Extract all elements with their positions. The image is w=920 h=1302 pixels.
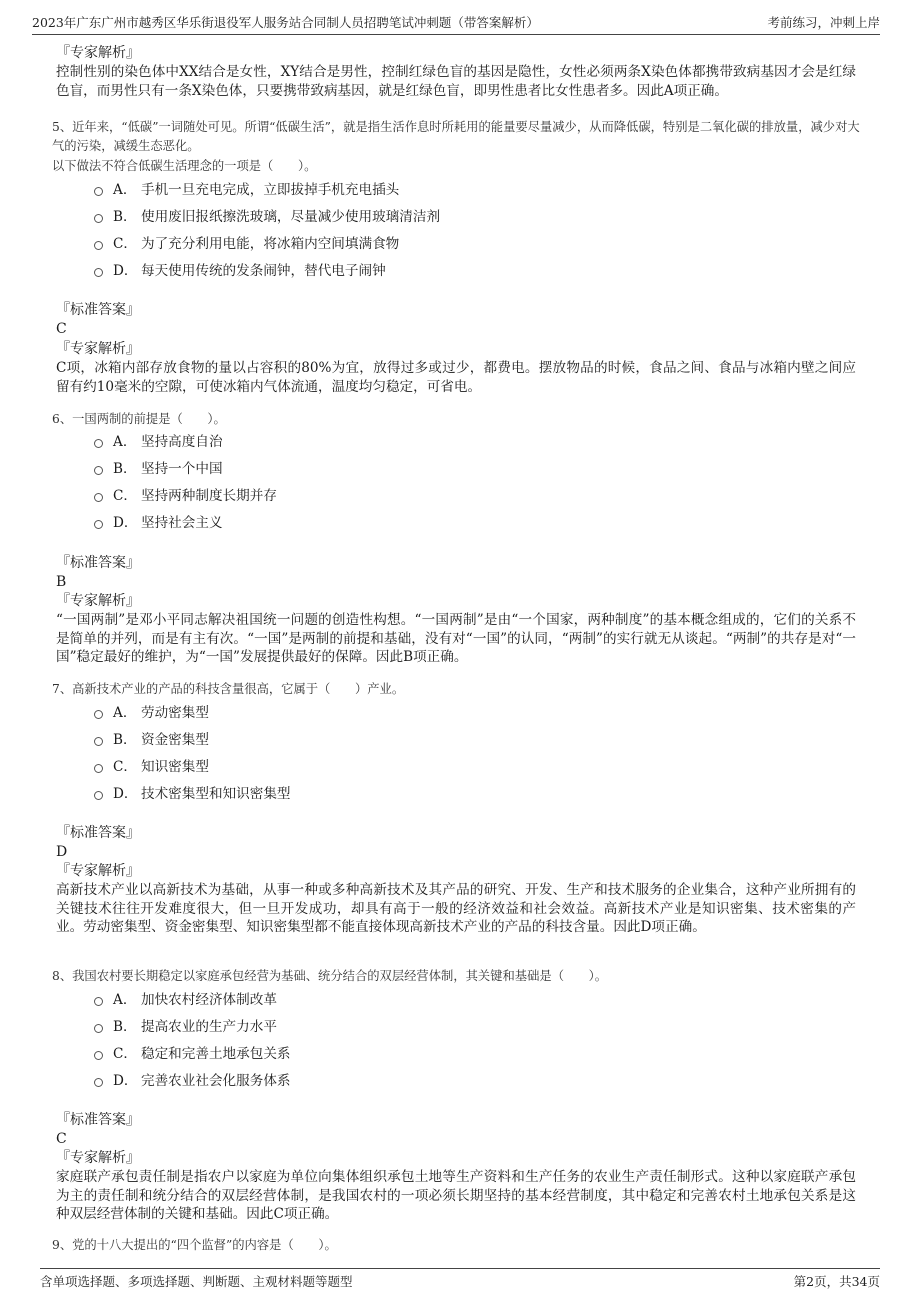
answer-label: 『标准答案』 — [56, 825, 140, 841]
option-b[interactable] — [94, 1014, 277, 1036]
question-stem-line: 以下做法不符合低碳生活理念的一项是（ ）。 — [52, 159, 317, 173]
option-text: 每天使用传统的发条闹钟，替代电子闹钟 — [141, 263, 386, 279]
answer-value: D — [56, 844, 68, 860]
option-d[interactable] — [94, 258, 386, 280]
analysis-text: 高新技术产业以高新技术为基础，从事一种或多种高新技术及其产品的研究、开发、生产和技术服务的企业集合，这种产业所拥有的关键技术往往开发难度很大，但一旦开发成功，却具有高于一般的经济效益和社会效益。高新技术产业是知识密集、技术密集的产业。劳动密集型、资金密集型、知识密集型都不能直接体现高新技术产业的产品的科技含量。因此D项正确。 — [56, 882, 856, 935]
option-c[interactable] — [94, 1041, 291, 1063]
footer-note: 含单项选择题、多项选择题、判断题、主观材料题等题型 — [40, 1274, 353, 1289]
option-letter: B． — [113, 732, 137, 748]
option-d[interactable] — [94, 510, 223, 532]
option-letter: D． — [113, 263, 138, 279]
option-a[interactable] — [94, 987, 277, 1009]
option-letter: C． — [113, 759, 137, 775]
answer-label: 『标准答案』 — [56, 302, 140, 318]
option-text: 使用废旧报纸擦洗玻璃，尽量减少使用玻璃清洁剂 — [141, 209, 441, 225]
option-letter: B． — [113, 209, 137, 225]
radio-icon[interactable] — [94, 214, 103, 223]
radio-icon[interactable] — [94, 737, 103, 746]
radio-icon[interactable] — [94, 1024, 103, 1033]
analysis-label: 『专家解析』 — [56, 1150, 140, 1166]
answer-value: B — [56, 574, 67, 590]
radio-icon[interactable] — [94, 997, 103, 1006]
option-letter: A． — [113, 434, 137, 450]
analysis-text: “一国两制”是邓小平同志解决祖国统一问题的创造性构想。“一国两制”是由“一个国家，两种制度”的基本概念组成的，它们的关系不是简单的并列，而是有主有次。“一国”是两制的前提和基础，没有对“一国”的认同，“两制”的实行就无从谈起。“两制”的共存是对“一国”稳定最好的维护，为“一国”发展提供最好的保障。因此B项正确。 — [56, 612, 856, 665]
answer-label: 『标准答案』 — [56, 1112, 140, 1128]
analysis-label: 『专家解析』 — [56, 341, 140, 357]
answer-label: 『标准答案』 — [56, 555, 140, 571]
option-b[interactable] — [94, 204, 440, 226]
header-title: 2023年广东广州市越秀区华乐街退役军人服务站合同制人员招聘笔试冲刺题（带答案解析） — [32, 15, 539, 30]
analysis-label: 『专家解析』 — [56, 863, 140, 879]
option-text: 坚持两种制度长期并存 — [141, 488, 277, 504]
question-stem: 9、党的十八大提出的“四个监督”的内容是（ ）。 — [52, 1238, 337, 1252]
option-a[interactable] — [94, 429, 223, 451]
analysis-text: C项，冰箱内部存放食物的量以占容积的80%为宜，放得过多或过少，都费电。摆放物品的时候，食品之间、食品与冰箱内壁之间应留有约10毫米的空隙，可使冰箱内气体流通，温度均匀稳定，可省电。 — [56, 360, 856, 395]
option-text: 为了充分利用电能，将冰箱内空间填满食物 — [141, 236, 400, 252]
option-text: 加快农村经济体制改革 — [141, 992, 277, 1008]
option-text: 提高农业的生产力水平 — [141, 1019, 277, 1035]
option-text: 稳定和完善土地承包关系 — [141, 1046, 291, 1062]
page-number: 第2页，共34页 — [793, 1274, 880, 1289]
option-letter: C． — [113, 1046, 137, 1062]
option-letter: A． — [113, 182, 137, 198]
analysis-text: 家庭联产承包责任制是指农户以家庭为单位向集体组织承包土地等生产资料和生产任务的农业生产责任制形式。这种以家庭联产承包为主的责任制和统分结合的双层经营体制，是我国农村的一项必须长期坚持的基本经营制度，其中稳定和完善农村土地承包关系是这种双层经营体制的关键和基础。因此C项正确。 — [56, 1169, 856, 1222]
question-stem: 7、高新技术产业的产品的科技含量很高，它属于（ ）产业。 — [52, 682, 405, 696]
option-letter: C． — [113, 488, 137, 504]
option-text: 劳动密集型 — [141, 705, 209, 721]
page-footer — [40, 1268, 880, 1293]
option-letter: D． — [113, 1073, 138, 1089]
option-b[interactable] — [94, 727, 209, 749]
option-a[interactable] — [94, 177, 399, 199]
option-letter: D． — [113, 515, 138, 531]
page-header — [32, 10, 880, 35]
option-c[interactable] — [94, 754, 209, 776]
option-letter: A． — [113, 992, 137, 1008]
question-stem: 6、一国两制的前提是（ ）。 — [52, 412, 226, 426]
analysis-label: 『专家解析』 — [56, 593, 140, 609]
option-letter: D． — [113, 786, 138, 802]
radio-icon[interactable] — [94, 791, 103, 800]
answer-value: C — [56, 1131, 67, 1147]
option-text: 资金密集型 — [141, 732, 209, 748]
radio-icon[interactable] — [94, 241, 103, 250]
option-text: 坚持社会主义 — [141, 515, 223, 531]
option-a[interactable] — [94, 700, 209, 722]
analysis-label: 『专家解析』 — [56, 45, 140, 61]
radio-icon[interactable] — [94, 493, 103, 502]
header-slogan: 考前练习，冲刺上岸 — [767, 15, 880, 30]
radio-icon[interactable] — [94, 439, 103, 448]
option-text: 手机一旦充电完成，立即拔掉手机充电插头 — [141, 182, 400, 198]
option-text: 坚持一个中国 — [141, 461, 223, 477]
radio-icon[interactable] — [94, 1078, 103, 1087]
option-d[interactable] — [94, 781, 291, 803]
option-c[interactable] — [94, 231, 399, 253]
question-stem: 8、我国农村要长期稳定以家庭承包经营为基础、统分结合的双层经营体制，其关键和基础是（ ）。 — [52, 969, 608, 983]
option-text: 坚持高度自治 — [141, 434, 223, 450]
question-stem: 5、近年来，“低碳”一词随处可见。所谓“低碳生活”，就是指生活作息时所耗用的能量要尽量减少，从而降低碳，特别是二氧化碳的排放量，减少对大气的污染，减缓生态恶化。 — [52, 120, 860, 153]
option-d[interactable] — [94, 1068, 291, 1090]
radio-icon[interactable] — [94, 466, 103, 475]
radio-icon[interactable] — [94, 520, 103, 529]
option-c[interactable] — [94, 483, 277, 505]
option-text: 技术密集型和知识密集型 — [141, 786, 291, 802]
radio-icon[interactable] — [94, 764, 103, 773]
option-letter: C． — [113, 236, 137, 252]
option-text: 知识密集型 — [141, 759, 209, 775]
radio-icon[interactable] — [94, 1051, 103, 1060]
radio-icon[interactable] — [94, 187, 103, 196]
option-text: 完善农业社会化服务体系 — [141, 1073, 291, 1089]
radio-icon[interactable] — [94, 268, 103, 277]
analysis-text: 控制性别的染色体中XX结合是女性，XY结合是男性，控制红绿色盲的基因是隐性，女性必须两条X染色体都携带致病基因才会是红绿色盲，而男性只有一条X染色体，只要携带致病基因，就是红绿色盲，即男性患者比女性患者多。因此A项正确。 — [56, 64, 856, 99]
radio-icon[interactable] — [94, 710, 103, 719]
option-letter: B． — [113, 1019, 137, 1035]
option-letter: B． — [113, 461, 137, 477]
option-letter: A． — [113, 705, 137, 721]
option-b[interactable] — [94, 456, 223, 478]
answer-value: C — [56, 321, 67, 337]
